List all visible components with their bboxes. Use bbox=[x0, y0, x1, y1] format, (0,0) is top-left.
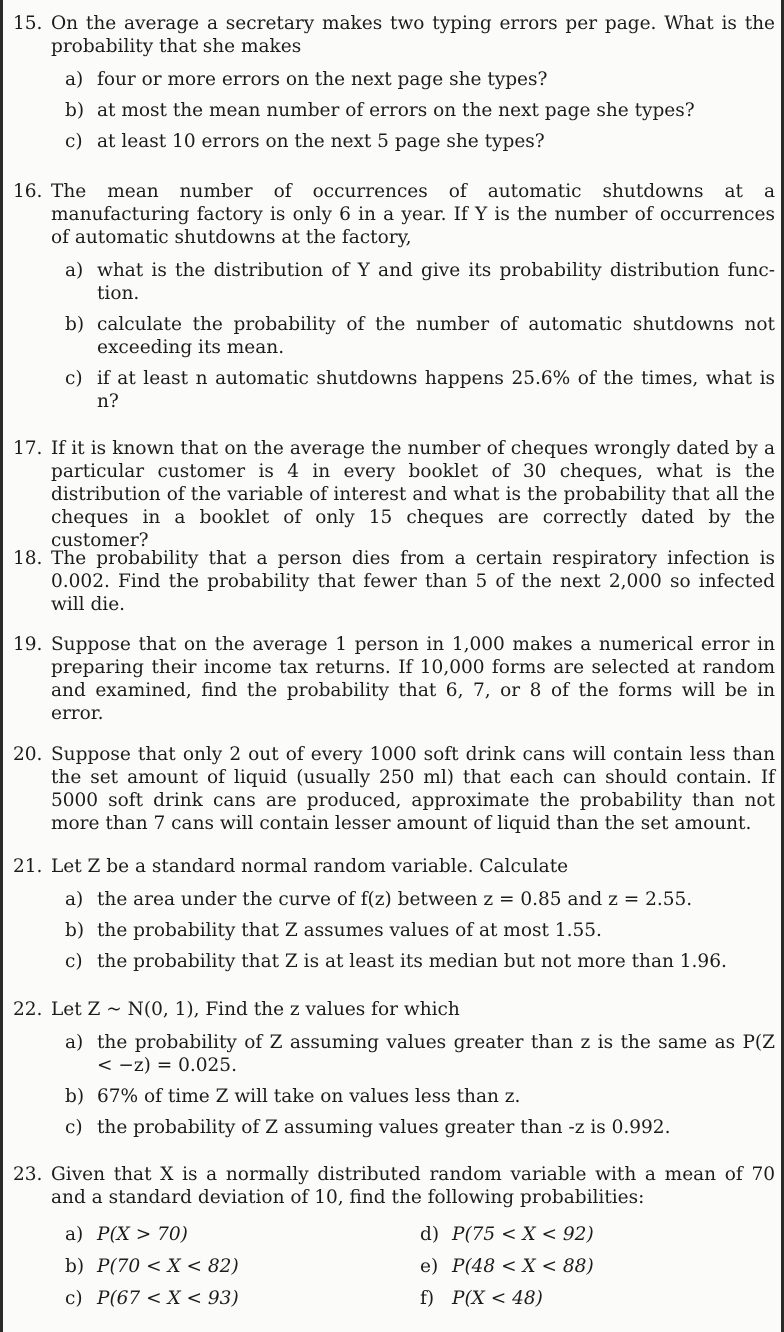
parts-column-left bbox=[65, 1223, 420, 1319]
question-18 bbox=[13, 547, 775, 616]
part-label: e) bbox=[420, 1256, 439, 1277]
question-parts bbox=[65, 259, 775, 413]
question-part bbox=[420, 1223, 775, 1246]
part-label: a) bbox=[65, 889, 84, 910]
question-number: 16. bbox=[13, 181, 43, 202]
part-label: c) bbox=[65, 131, 83, 152]
part-label: b) bbox=[65, 1256, 85, 1277]
question-21 bbox=[13, 855, 775, 981]
part-text: at least 10 errors on the next 5 page she types? bbox=[97, 131, 545, 152]
question-part bbox=[65, 919, 775, 942]
part-label: d) bbox=[420, 1224, 440, 1245]
part-text: calculate the probability of the number of automatic shutdowns not exceeding its mean. bbox=[97, 314, 775, 358]
part-text: the probability of Z assuming values greater than z is the same as P(Z < −z) = 0.025. bbox=[97, 1032, 775, 1076]
question-part bbox=[420, 1255, 775, 1278]
question-parts bbox=[65, 68, 775, 153]
question-part bbox=[65, 1085, 775, 1108]
question-23 bbox=[13, 1163, 775, 1319]
question-part bbox=[65, 367, 775, 413]
question-number: 17. bbox=[13, 438, 43, 459]
question-part bbox=[65, 1116, 775, 1139]
part-text: four or more errors on the next page she types? bbox=[97, 69, 548, 90]
part-text: if at least n automatic shutdowns happens 25.6% of the times, what is n? bbox=[97, 368, 775, 412]
question-part bbox=[65, 259, 775, 305]
question-number: 15. bbox=[13, 13, 43, 34]
part-text: P(67 < X < 93) bbox=[97, 1288, 239, 1309]
question-number: 19. bbox=[13, 634, 43, 655]
part-label: a) bbox=[65, 1224, 84, 1245]
part-label: c) bbox=[65, 1117, 83, 1138]
question-part bbox=[65, 888, 775, 911]
question-19 bbox=[13, 633, 775, 725]
question-part bbox=[65, 99, 775, 122]
question-part bbox=[65, 130, 775, 153]
part-text: P(75 < X < 92) bbox=[452, 1224, 594, 1245]
part-text: P(70 < X < 82) bbox=[97, 1256, 239, 1277]
part-text: the probability that Z is at least its median but not more than 1.96. bbox=[97, 951, 727, 972]
part-text: 67% of time Z will take on values less than z. bbox=[97, 1086, 521, 1107]
question-22 bbox=[13, 998, 775, 1147]
question-text: On the average a secretary makes two typing errors per page. What is the probability that she makes bbox=[51, 13, 775, 57]
question-parts bbox=[65, 888, 775, 973]
question-part bbox=[65, 950, 775, 973]
part-label: b) bbox=[65, 920, 85, 941]
question-part bbox=[420, 1287, 775, 1310]
question-number: 18. bbox=[13, 548, 43, 569]
part-label: b) bbox=[65, 314, 85, 335]
part-label: a) bbox=[65, 69, 84, 90]
question-part bbox=[65, 313, 775, 359]
parts-column-right bbox=[420, 1223, 775, 1319]
question-part bbox=[65, 1031, 775, 1077]
question-part bbox=[65, 68, 775, 91]
question-16 bbox=[13, 180, 775, 421]
question-number: 22. bbox=[13, 999, 43, 1020]
question-parts-grid bbox=[65, 1223, 775, 1319]
question-text: Suppose that on the average 1 person in 1,000 makes a numerical error in preparing their income tax returns. If 10,000 forms are selected at random and examined, find the probability that 6, 7, or 8 of the forms will be in error. bbox=[51, 634, 775, 724]
question-20 bbox=[13, 743, 775, 835]
part-label: c) bbox=[65, 951, 83, 972]
question-text: If it is known that on the average the number of cheques wrongly dated by a particular customer is 4 in every booklet of 30 cheques, what is the distribution of the variable of interest and what is the probability that all the cheques in a booklet of only 15 cheques are correctly dated by the customer? bbox=[51, 438, 775, 551]
question-number: 21. bbox=[13, 856, 43, 877]
part-text: P(X < 48) bbox=[452, 1288, 543, 1309]
part-text: the probability that Z assumes values of at most 1.55. bbox=[97, 920, 602, 941]
part-label: a) bbox=[65, 260, 84, 281]
question-part bbox=[65, 1223, 420, 1246]
part-text: the area under the curve of f(z) between z = 0.85 and z = 2.55. bbox=[97, 889, 693, 910]
part-text: at most the mean number of errors on the next page she types? bbox=[97, 100, 695, 121]
part-label: b) bbox=[65, 100, 85, 121]
question-text: Let Z ~ N(0, 1), Find the z values for which bbox=[51, 999, 460, 1020]
question-number: 23. bbox=[13, 1164, 43, 1185]
question-text: Given that X is a normally distributed random variable with a mean of 70 and a standard deviation of 10, find the following probabilities: bbox=[51, 1164, 775, 1208]
question-parts bbox=[65, 1031, 775, 1139]
question-text: The mean number of occurrences of automatic shutdowns at a manufacturing factory is only 6 in a year. If Y is the number of occurrences of automatic shutdowns at the factory, bbox=[51, 181, 775, 248]
part-label: b) bbox=[65, 1086, 85, 1107]
part-text: P(X > 70) bbox=[97, 1224, 188, 1245]
part-label: c) bbox=[65, 1288, 83, 1309]
part-label: f) bbox=[420, 1288, 435, 1309]
question-15 bbox=[13, 12, 775, 161]
question-part bbox=[65, 1255, 420, 1278]
part-text: P(48 < X < 88) bbox=[452, 1256, 594, 1277]
question-text: Let Z be a standard normal random variable. Calculate bbox=[51, 856, 569, 877]
question-17 bbox=[13, 437, 775, 552]
part-label: c) bbox=[65, 368, 83, 389]
question-part bbox=[65, 1287, 420, 1310]
question-text: The probability that a person dies from a certain respiratory infection is 0.002. Find the probability that fewer than 5 of the next 2,000 so infected will die. bbox=[51, 548, 775, 615]
part-text: what is the distribution of Y and give its probability distribution func-tion. bbox=[97, 260, 775, 304]
question-number: 20. bbox=[13, 744, 43, 765]
part-text: the probability of Z assuming values greater than -z is 0.992. bbox=[97, 1117, 671, 1138]
question-text: Suppose that only 2 out of every 1000 soft drink cans will contain less than the set amount of liquid (usually 250 ml) that each can should contain. If 5000 soft drink cans are produced, approximate the probability than not more than 7 cans will contain lesser amount of liquid than the set amount. bbox=[51, 744, 775, 834]
part-label: a) bbox=[65, 1032, 84, 1053]
